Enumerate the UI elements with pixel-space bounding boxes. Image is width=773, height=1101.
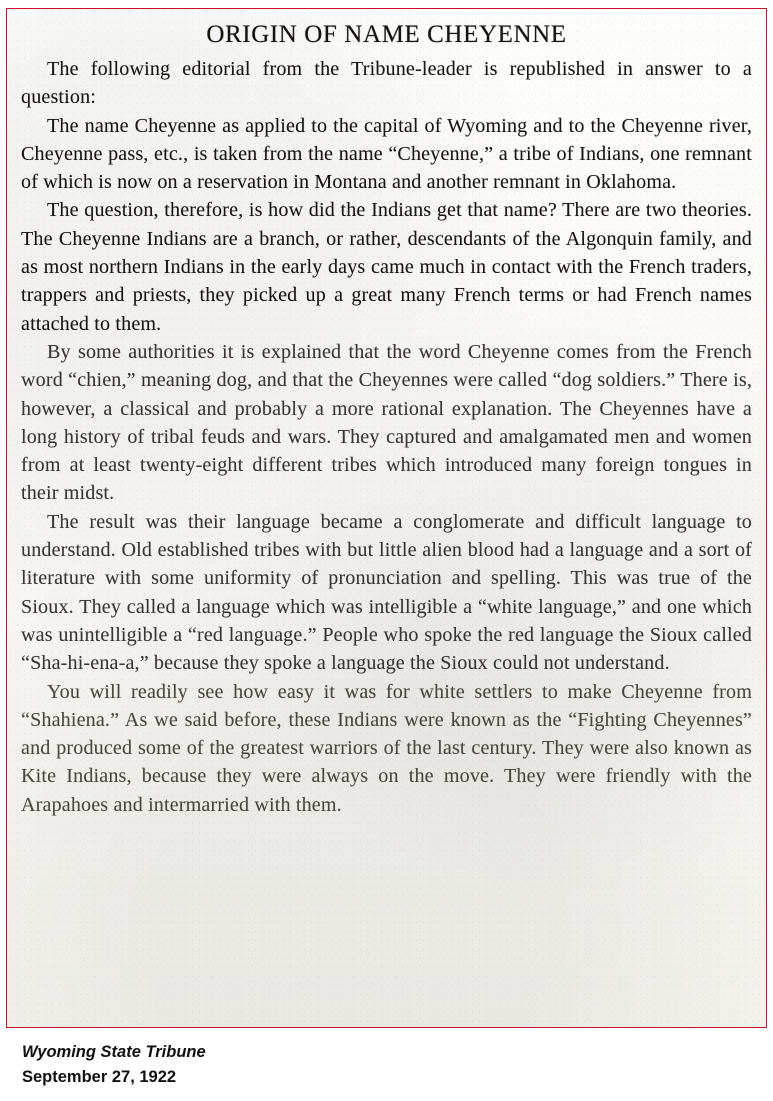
caption-date: September 27, 1922 (22, 1068, 177, 1086)
caption (22, 1043, 206, 1087)
article-paragraph: The question, therefore, is how did the Indians get that name? There are two theories. The Cheyenne Indians are a branch, or rather, descendants of the Algonquin family, and as most northern Indians in the early days came much in contact with the French traders, trappers and priests, they picked up a great many French terms or had French names attached to them. (21, 199, 752, 335)
article-paragraph: You will readily see how easy it was for white settlers to make Cheyenne from “Shahiena.” As we said before, these Indians were known as the “Fighting Cheyennes” and produced some of the greatest warriors of the last century. They were also known as Kite Indians, because they were always on the move. They were friendly with the Arapahoes and intermarried with them. (21, 680, 752, 816)
article-paragraph: By some authorities it is explained that the word Cheyenne comes from the French word “chien,” meaning dog, and that the Cheyennes were called “dog soldiers.” There is, however, a classical and probably a more rational explanation. The Cheyennes have a long history of tribal feuds and wars. They captured and amalgamated men and women from at least twenty-eight different tribes which introduced many foreign tongues in their midst. (21, 340, 752, 505)
page-title: ORIGIN OF NAME CHEYENNE (206, 21, 567, 48)
article-paragraph: The following editorial from the Tribune-leader is republished in answer to a question: (21, 58, 752, 109)
newspaper-clipping (6, 8, 767, 1028)
caption-source: Wyoming State Tribune (22, 1043, 206, 1061)
article-paragraph: The name Cheyenne as applied to the capital of Wyoming and to the Cheyenne river, Cheyenne pass, etc., is taken from the name “Cheyenne,” a tribe of Indians, one remnant of which is now on a reservation in Montana and another remnant in Oklahoma. (21, 114, 752, 194)
article-paragraph: The result was their language became a conglomerate and difficult language to understand. Old established tribes with but little alien blood had a language and a sort of literature with some uniformity of pronunciation and spelling. This was true of the Sioux. They called a language which was intelligible a “white language,” and one which was unintelligible a “red language.” People who spoke the red language the Sioux called “Sha-hi-ena-a,” because they spoke a language the Sioux could not understand. (21, 510, 752, 675)
article-body (21, 55, 752, 819)
